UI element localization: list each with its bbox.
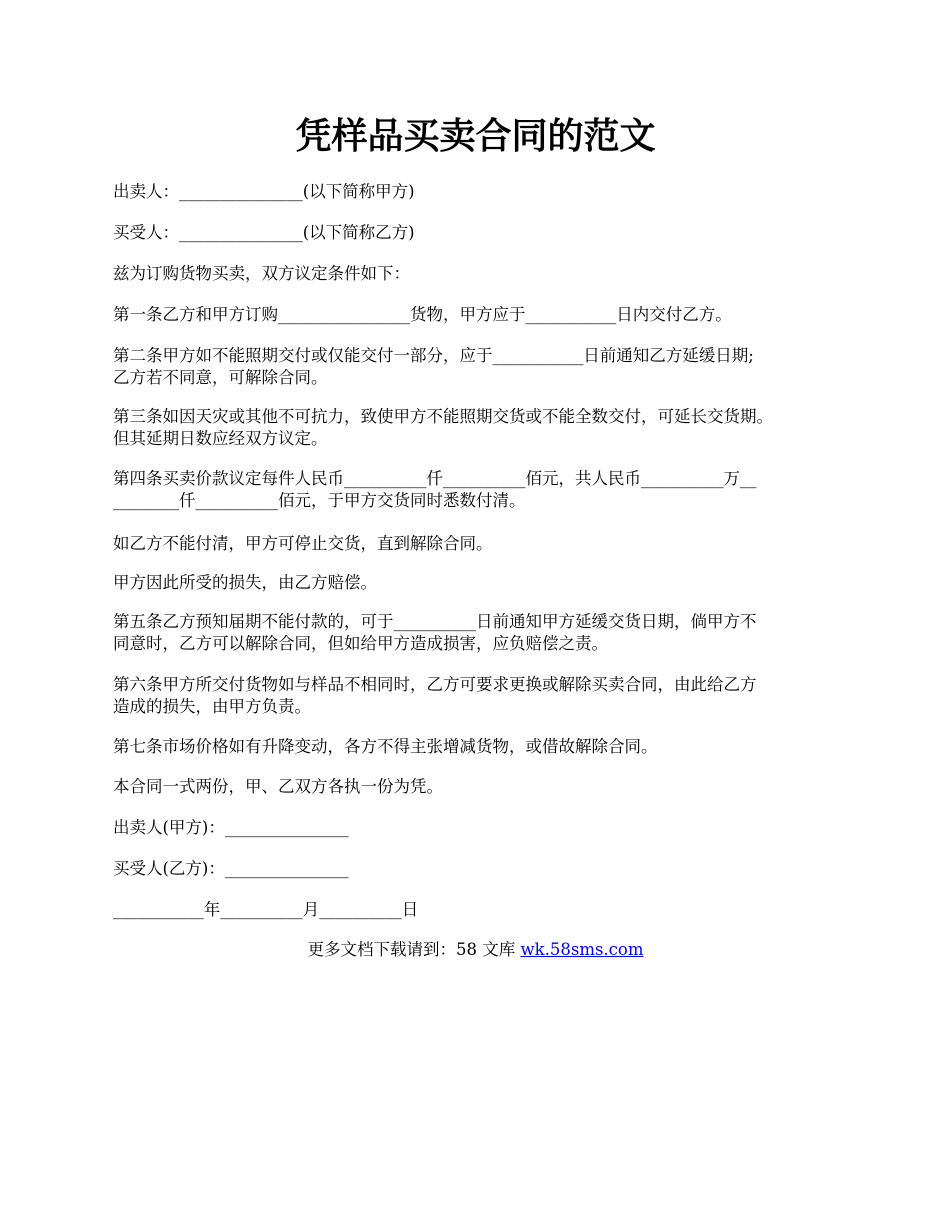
seller-line: 出卖人：_______________(以下简称甲方) [113,182,415,201]
seller-signature-line: 出卖人(甲方)：_______________ [113,818,349,837]
buyer-signature-line: 买受人(乙方)：_______________ [113,859,349,878]
preamble: 兹为订购货物买卖，双方议定条件如下： [113,264,410,283]
clause-7: 第七条市场价格如有升降变动，各方不得主张增减货物，或借故解除合同。 [113,737,658,756]
buyer-line: 买受人：_______________(以下简称乙方) [113,223,415,242]
clause-3: 第三条如因天灾或其他不可抗力，致使甲方不能照期交货或不能全数交付，可延长交货期。 但其延期日数应经双方议定。 [113,407,773,448]
clause-6: 第六条甲方所交付货物如与样品不相同时，乙方可要求更换或解除买卖合同，由此给乙方 造成的损失，由甲方负责。 [113,675,757,716]
clause-5: 第五条乙方预知届期不能付款的，可于__________日前通知甲方延缓交货日期，倘甲方不 同意时，乙方可以解除合同，但如给甲方造成损害，应负赔偿之责。 [113,612,757,653]
clause-1: 第一条乙方和甲方订购________________货物，甲方应于___________日内交付乙方。 [113,305,732,324]
footer-text: 更多文档下载请到：58 文库 [307,940,521,959]
date-line: ___________年__________月__________日 [113,900,419,919]
clause-4-note-1: 如乙方不能付清，甲方可停止交货，直到解除合同。 [113,534,493,553]
footer-link[interactable]: wk.58sms.com [520,940,644,959]
document-title: 凭样品买卖合同的范文 [295,115,656,157]
download-footer [113,939,838,961]
copies-statement: 本合同一式两份，甲、乙双方各执一份为凭。 [113,777,443,796]
clause-4-note-2: 甲方因此所受的损失，由乙方赔偿。 [113,573,377,592]
clause-4: 第四条买卖价款议定每件人民币__________仟__________佰元，共人民币__________万__ ________仟__________佰元，于甲方交货同时悉数付清。 [113,469,757,510]
clause-2: 第二条甲方如不能照期交付或仅能交付一部分，应于___________日前通知乙方延缓日期; 乙方若不同意，可解除合同。 [113,346,754,387]
